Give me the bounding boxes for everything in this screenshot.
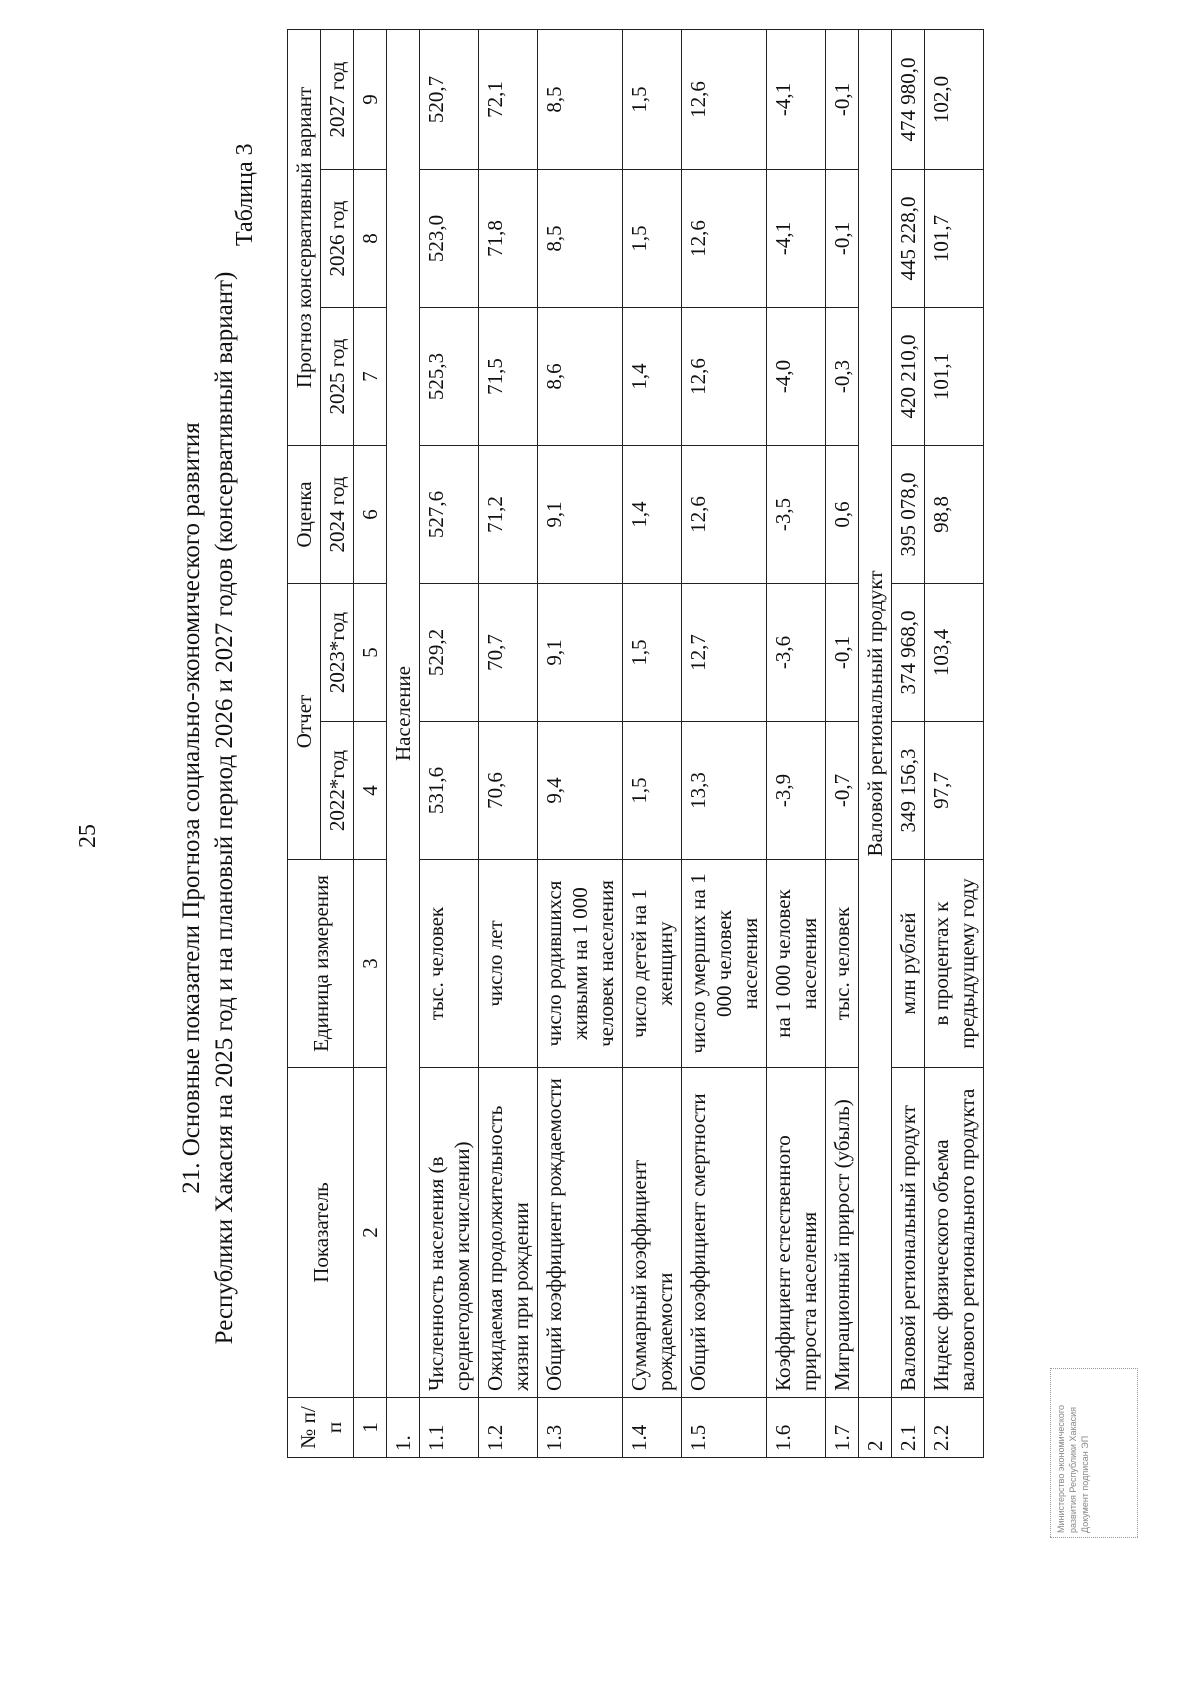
header-year: 2023*год xyxy=(321,584,354,722)
value-cell: 103,4 xyxy=(925,584,984,722)
table-row xyxy=(767,29,826,1457)
value-cell: 531,6 xyxy=(420,722,479,860)
section-number: 2 xyxy=(859,1398,892,1458)
value-cell: 0,6 xyxy=(826,446,859,584)
header-year: 2027 год xyxy=(321,29,354,169)
value-cell: 8,5 xyxy=(538,29,623,169)
header-report: Отчет xyxy=(288,584,321,860)
value-cell: 12,7 xyxy=(682,584,767,722)
value-cell: 8,6 xyxy=(538,308,623,446)
table-row xyxy=(892,29,925,1457)
unit-of-measure: число детей на 1 женщину xyxy=(623,860,682,1068)
unit-of-measure: тыс. человек xyxy=(420,860,479,1068)
value-cell: 71,5 xyxy=(479,308,538,446)
header-estimate: Оценка xyxy=(288,446,321,584)
column-index: 6 xyxy=(354,446,387,584)
unit-of-measure: на 1 000 человек населения xyxy=(767,860,826,1068)
page-number: 25 xyxy=(75,824,101,848)
header-year: 2025 год xyxy=(321,308,354,446)
value-cell: -4,1 xyxy=(767,170,826,308)
indicator-name: Численность населения (в среднегодовом исчислении) xyxy=(420,1068,479,1398)
value-cell: 1,4 xyxy=(623,308,682,446)
header-num: № п/п xyxy=(288,1398,354,1458)
value-cell: 529,2 xyxy=(420,584,479,722)
value-cell: 98,8 xyxy=(925,446,984,584)
row-number: 1.1 xyxy=(420,1398,479,1458)
column-index: 7 xyxy=(354,308,387,446)
table-row xyxy=(826,29,859,1457)
row-number: 2.2 xyxy=(925,1398,984,1458)
header-forecast: Прогноз консервативный вариант xyxy=(288,29,321,445)
table-row xyxy=(538,29,623,1457)
value-cell: 12,6 xyxy=(682,308,767,446)
value-cell: -3,5 xyxy=(767,446,826,584)
table-row xyxy=(623,29,682,1457)
value-cell: 102,0 xyxy=(925,29,984,169)
value-cell: 12,6 xyxy=(682,29,767,169)
value-cell: 445 228,0 xyxy=(892,170,925,308)
unit-of-measure: млн рублей xyxy=(892,860,925,1068)
unit-of-measure: в процентах к предыдущему году xyxy=(925,860,984,1068)
table-row xyxy=(925,29,984,1457)
table-label: Таблица 3 xyxy=(232,143,258,246)
header-unit: Единица измерения xyxy=(288,860,354,1068)
table-header xyxy=(288,29,387,1457)
row-number: 1.4 xyxy=(623,1398,682,1458)
section-row xyxy=(387,29,420,1457)
value-cell: 71,8 xyxy=(479,170,538,308)
value-cell: 70,6 xyxy=(479,722,538,860)
value-cell: 525,3 xyxy=(420,308,479,446)
title-line-2: Республики Хакасия на 2025 год и на плановый период 2026 и 2027 годов (консервативный вариант) xyxy=(211,271,238,1345)
column-index: 4 xyxy=(354,722,387,860)
value-cell: -0,1 xyxy=(826,29,859,169)
header-indicator: Показатель xyxy=(288,1068,354,1398)
section-row xyxy=(859,29,892,1457)
indicator-name: Индекс физического объема валового регионального продукта xyxy=(925,1068,984,1398)
value-cell: 395 078,0 xyxy=(892,446,925,584)
header-year: 2022*год xyxy=(321,722,354,860)
value-cell: 523,0 xyxy=(420,170,479,308)
indicator-name: Ожидаемая продолжительность жизни при рождении xyxy=(479,1068,538,1398)
section-number: 1. xyxy=(387,1398,420,1458)
unit-of-measure: тыс. человек xyxy=(826,860,859,1068)
column-index: 9 xyxy=(354,29,387,169)
column-index: 8 xyxy=(354,170,387,308)
value-cell: 9,1 xyxy=(538,584,623,722)
value-cell: 97,7 xyxy=(925,722,984,860)
value-cell: 1,5 xyxy=(623,29,682,169)
electronic-signature-stamp: Министерство экономического развития Республики Хакасия Документ подписан ЭП xyxy=(1050,1368,1138,1538)
column-index: 2 xyxy=(354,1068,387,1398)
table-row xyxy=(682,29,767,1457)
value-cell: 374 968,0 xyxy=(892,584,925,722)
document-title xyxy=(175,98,241,1518)
column-index: 3 xyxy=(354,860,387,1068)
unit-of-measure: число родившихся живыми на 1 000 человек населения xyxy=(538,860,623,1068)
value-cell: 349 156,3 xyxy=(892,722,925,860)
indicator-name: Валовой региональный продукт xyxy=(892,1068,925,1398)
table-row xyxy=(479,29,538,1457)
value-cell: 527,6 xyxy=(420,446,479,584)
value-cell: 420 210,0 xyxy=(892,308,925,446)
unit-of-measure: число умерших на 1 000 человек населения xyxy=(682,860,767,1068)
value-cell: -0,3 xyxy=(826,308,859,446)
forecast-table xyxy=(287,29,984,1458)
value-cell: -3,6 xyxy=(767,584,826,722)
value-cell: 1,5 xyxy=(623,584,682,722)
column-index: 5 xyxy=(354,584,387,722)
section-title: Население xyxy=(387,29,420,1397)
value-cell: 101,1 xyxy=(925,308,984,446)
indicator-name: Миграционный прирост (убыль) xyxy=(826,1068,859,1398)
value-cell: 9,4 xyxy=(538,722,623,860)
value-cell: 101,7 xyxy=(925,170,984,308)
indicator-name: Общий коэффициент рождаемости xyxy=(538,1068,623,1398)
header-year: 2024 год xyxy=(321,446,354,584)
value-cell: -3,9 xyxy=(767,722,826,860)
value-cell: 1,4 xyxy=(623,446,682,584)
value-cell: -0,1 xyxy=(826,584,859,722)
section-title: Валовой региональный продукт xyxy=(859,29,892,1397)
unit-of-measure: число лет xyxy=(479,860,538,1068)
column-index: 1 xyxy=(354,1398,387,1458)
value-cell: 72,1 xyxy=(479,29,538,169)
row-number: 1.2 xyxy=(479,1398,538,1458)
value-cell: -0,7 xyxy=(826,722,859,860)
table-row xyxy=(420,29,479,1457)
value-cell: -0,1 xyxy=(826,170,859,308)
value-cell: 12,6 xyxy=(682,170,767,308)
header-index-row xyxy=(354,29,387,1457)
value-cell: 9,1 xyxy=(538,446,623,584)
row-number: 1.7 xyxy=(826,1398,859,1458)
row-number: 1.5 xyxy=(682,1398,767,1458)
row-number: 1.6 xyxy=(767,1398,826,1458)
header-year: 2026 год xyxy=(321,170,354,308)
title-line-1: 21. Основные показатели Прогноза социально-экономического развития xyxy=(178,422,205,1194)
value-cell: 1,5 xyxy=(623,170,682,308)
indicator-name: Суммарный коэффициент рождаемости xyxy=(623,1068,682,1398)
value-cell: 12,6 xyxy=(682,446,767,584)
value-cell: 1,5 xyxy=(623,722,682,860)
value-cell: 520,7 xyxy=(420,29,479,169)
value-cell: 71,2 xyxy=(479,446,538,584)
value-cell: -4,1 xyxy=(767,29,826,169)
row-number: 1.3 xyxy=(538,1398,623,1458)
row-number: 2.1 xyxy=(892,1398,925,1458)
value-cell: 13,3 xyxy=(682,722,767,860)
indicator-name: Коэффициент естественного прироста населения xyxy=(767,1068,826,1398)
value-cell: 474 980,0 xyxy=(892,29,925,169)
value-cell: -4,0 xyxy=(767,308,826,446)
indicator-name: Общий коэффициент смертности xyxy=(682,1068,767,1398)
value-cell: 8,5 xyxy=(538,170,623,308)
table-body xyxy=(387,29,984,1457)
value-cell: 70,7 xyxy=(479,584,538,722)
